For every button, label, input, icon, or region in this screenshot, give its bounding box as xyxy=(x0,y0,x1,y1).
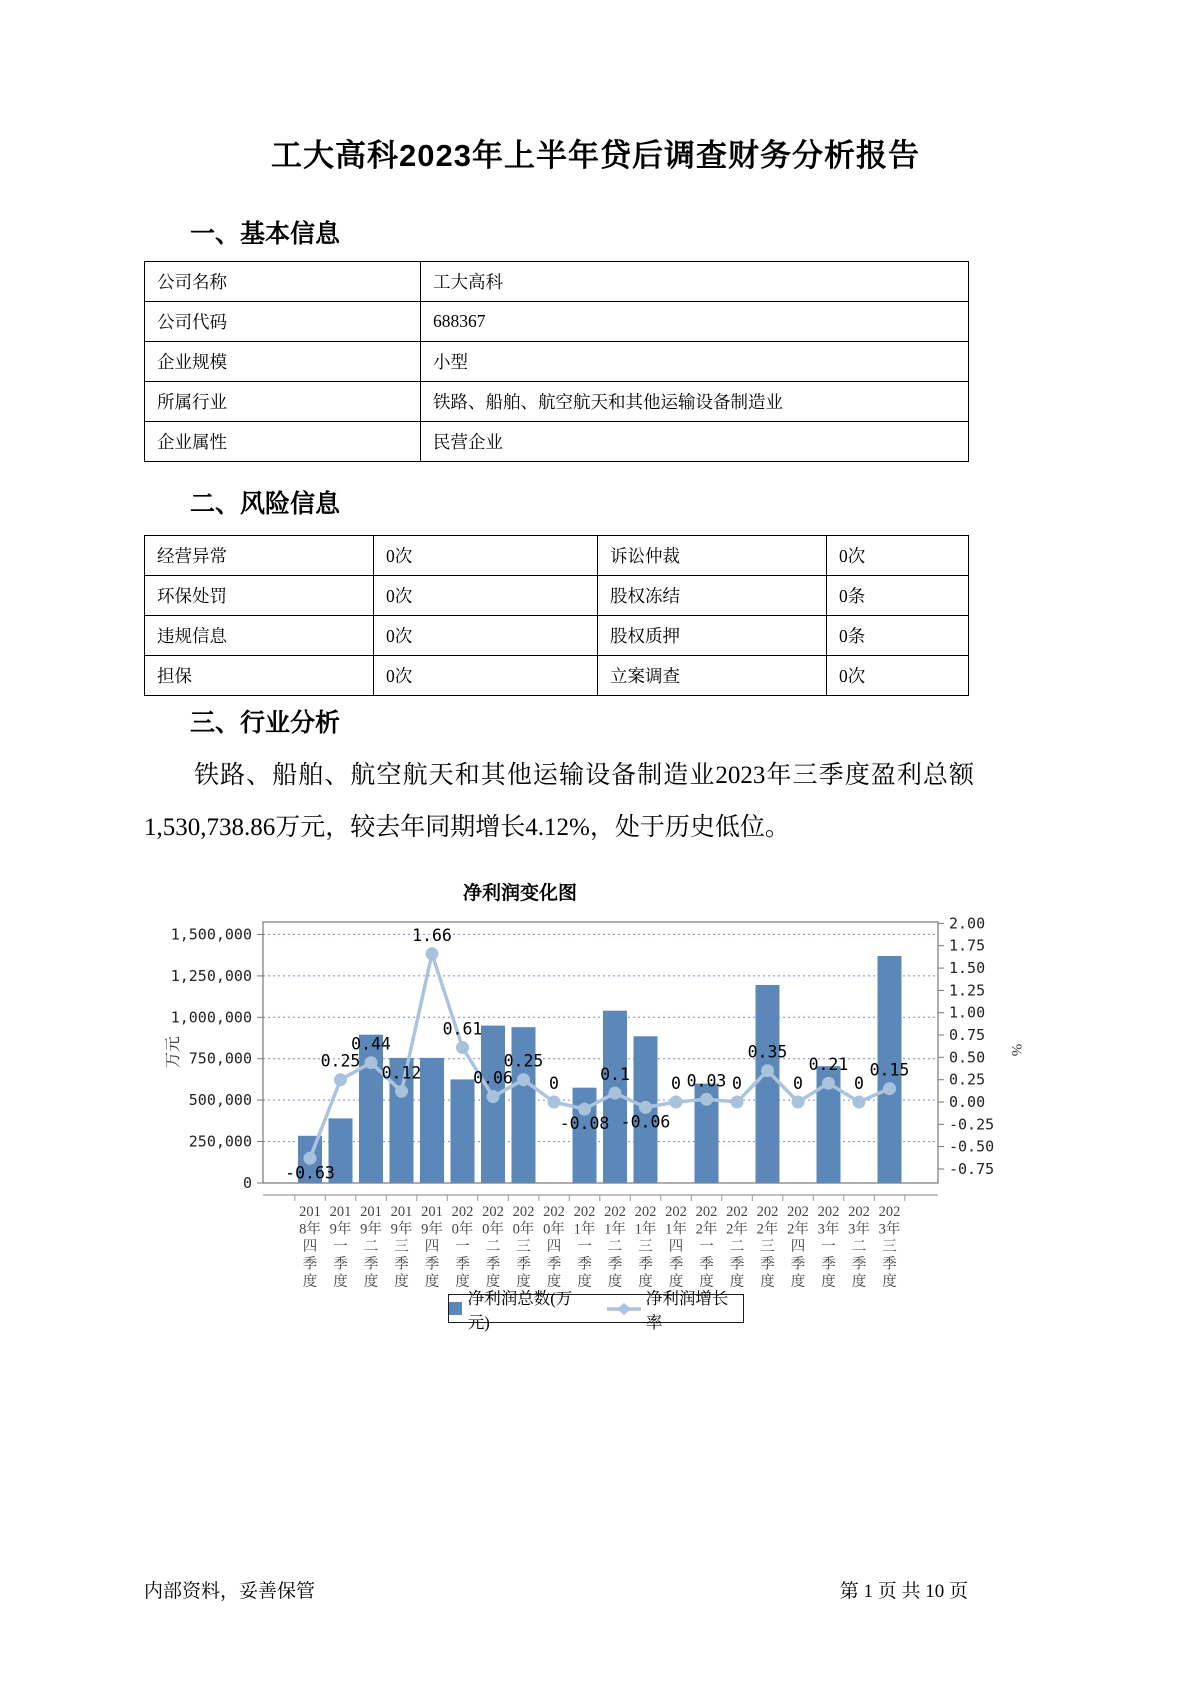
svg-text:202: 202 xyxy=(451,1204,474,1220)
svg-text:三: 三 xyxy=(394,1239,409,1255)
svg-text:0.50: 0.50 xyxy=(949,1048,986,1067)
svg-text:季: 季 xyxy=(882,1256,897,1273)
svg-text:202: 202 xyxy=(756,1204,779,1220)
svg-text:度: 度 xyxy=(424,1274,440,1290)
table-cell: 0次 xyxy=(827,536,969,576)
svg-text:2年: 2年 xyxy=(756,1221,779,1238)
svg-text:季: 季 xyxy=(607,1256,623,1273)
svg-text:0: 0 xyxy=(549,1074,559,1093)
svg-text:1年: 1年 xyxy=(665,1221,687,1238)
table-cell: 工大高科 xyxy=(421,262,969,302)
chart-title: 净利润变化图 xyxy=(462,883,577,904)
svg-text:201: 201 xyxy=(360,1204,382,1220)
svg-text:1.25: 1.25 xyxy=(949,981,986,1000)
svg-text:二: 二 xyxy=(729,1239,745,1255)
svg-text:一: 一 xyxy=(455,1239,470,1255)
svg-text:202: 202 xyxy=(726,1204,748,1220)
svg-text:202: 202 xyxy=(878,1204,901,1220)
svg-text:1年: 1年 xyxy=(634,1221,657,1238)
svg-text:季: 季 xyxy=(760,1256,775,1273)
svg-text:度: 度 xyxy=(851,1274,867,1290)
svg-text:度: 度 xyxy=(485,1274,501,1290)
svg-text:季: 季 xyxy=(333,1256,348,1273)
svg-text:0年: 0年 xyxy=(543,1221,565,1238)
svg-text:度: 度 xyxy=(882,1274,897,1290)
svg-text:0: 0 xyxy=(732,1074,742,1093)
svg-text:季: 季 xyxy=(851,1256,867,1273)
table-cell: 所属行业 xyxy=(145,382,421,422)
svg-text:季: 季 xyxy=(668,1256,684,1273)
svg-text:度: 度 xyxy=(699,1274,714,1290)
svg-text:季: 季 xyxy=(638,1256,653,1273)
svg-text:202: 202 xyxy=(482,1204,504,1220)
svg-text:三: 三 xyxy=(638,1239,653,1255)
svg-text:9年: 9年 xyxy=(421,1221,443,1238)
svg-text:一: 一 xyxy=(699,1239,714,1255)
svg-text:四: 四 xyxy=(668,1239,684,1255)
svg-text:0.1: 0.1 xyxy=(600,1065,630,1085)
svg-text:季: 季 xyxy=(546,1256,562,1273)
table-cell: 企业规模 xyxy=(145,342,421,382)
svg-text:季: 季 xyxy=(485,1256,501,1273)
svg-text:1,250,000: 1,250,000 xyxy=(170,966,252,985)
svg-text:201: 201 xyxy=(299,1204,321,1220)
svg-text:1.66: 1.66 xyxy=(412,925,452,945)
line-series-marker-icon xyxy=(606,1302,641,1316)
svg-text:500,000: 500,000 xyxy=(188,1091,252,1110)
section-heading-basic-info: 一、基本信息 xyxy=(190,220,341,248)
svg-text:202: 202 xyxy=(634,1204,657,1220)
table-cell: 违规信息 xyxy=(145,616,374,656)
basic-info-table-body xyxy=(145,262,969,462)
table-cell: 0条 xyxy=(827,576,969,616)
net-profit-chart xyxy=(140,850,1040,1330)
svg-text:0.44: 0.44 xyxy=(351,1034,391,1054)
svg-text:201: 201 xyxy=(421,1204,443,1220)
svg-text:0.61: 0.61 xyxy=(442,1019,483,1039)
svg-text:季: 季 xyxy=(302,1256,318,1273)
svg-text:四: 四 xyxy=(790,1239,806,1255)
svg-text:3年: 3年 xyxy=(817,1221,840,1238)
table-cell: 立案调查 xyxy=(598,656,827,696)
svg-text:三: 三 xyxy=(760,1239,775,1255)
svg-text:202: 202 xyxy=(665,1204,687,1220)
svg-text:二: 二 xyxy=(607,1239,623,1255)
svg-text:季: 季 xyxy=(424,1256,440,1273)
table-cell: 0次 xyxy=(374,616,598,656)
table-cell: 0次 xyxy=(374,536,598,576)
svg-text:四: 四 xyxy=(302,1239,318,1255)
table-cell: 公司代码 xyxy=(145,302,421,342)
svg-text:二: 二 xyxy=(485,1239,501,1255)
legend-bar-label: 净利润总数(万元) xyxy=(467,1288,573,1332)
svg-text:度: 度 xyxy=(455,1274,470,1290)
chart-legend xyxy=(448,1288,744,1332)
svg-text:2.00: 2.00 xyxy=(949,914,986,933)
svg-text:三: 三 xyxy=(882,1239,897,1255)
svg-text:0: 0 xyxy=(854,1074,864,1093)
svg-text:0.03: 0.03 xyxy=(686,1071,727,1091)
svg-text:度: 度 xyxy=(546,1274,562,1290)
svg-text:度: 度 xyxy=(729,1274,745,1290)
svg-text:-0.08: -0.08 xyxy=(559,1114,610,1134)
svg-text:度: 度 xyxy=(577,1274,592,1290)
svg-text:四: 四 xyxy=(424,1239,440,1255)
svg-text:度: 度 xyxy=(821,1274,836,1290)
table-cell: 铁路、船舶、航空航天和其他运输设备制造业 xyxy=(421,382,969,422)
svg-text:季: 季 xyxy=(790,1256,806,1273)
svg-text:750,000: 750,000 xyxy=(188,1049,252,1068)
table-cell: 0次 xyxy=(827,656,969,696)
svg-text:-0.63: -0.63 xyxy=(285,1163,335,1183)
table-cell: 股权质押 xyxy=(598,616,827,656)
svg-text:0.00: 0.00 xyxy=(949,1093,986,1111)
svg-text:度: 度 xyxy=(394,1274,409,1290)
svg-text:万元: 万元 xyxy=(165,1035,182,1069)
table-cell: 经营异常 xyxy=(145,536,374,576)
svg-text:季: 季 xyxy=(729,1256,745,1273)
svg-text:季: 季 xyxy=(821,1256,836,1273)
svg-text:1.00: 1.00 xyxy=(949,1003,986,1022)
svg-text:201: 201 xyxy=(390,1204,413,1220)
table-cell: 股权冻结 xyxy=(598,576,827,616)
svg-text:250,000: 250,000 xyxy=(188,1132,252,1151)
svg-text:季: 季 xyxy=(516,1256,531,1273)
svg-text:二: 二 xyxy=(851,1239,867,1255)
svg-text:季: 季 xyxy=(394,1256,409,1273)
svg-text:度: 度 xyxy=(790,1274,806,1290)
svg-text:季: 季 xyxy=(455,1256,470,1273)
svg-text:202: 202 xyxy=(817,1204,840,1220)
svg-text:0.12: 0.12 xyxy=(381,1063,422,1083)
svg-text:202: 202 xyxy=(848,1204,870,1220)
svg-text:度: 度 xyxy=(638,1274,653,1290)
svg-text:9年: 9年 xyxy=(360,1221,382,1238)
svg-text:度: 度 xyxy=(516,1274,531,1290)
table-row xyxy=(145,576,969,616)
svg-text:2年: 2年 xyxy=(695,1221,718,1238)
table-cell: 0次 xyxy=(374,576,598,616)
table-cell: 小型 xyxy=(421,342,969,382)
svg-text:8年: 8年 xyxy=(299,1221,321,1238)
svg-text:度: 度 xyxy=(760,1274,775,1290)
table-cell: 环保处罚 xyxy=(145,576,374,616)
table-cell: 公司名称 xyxy=(145,262,421,302)
table-cell: 0次 xyxy=(374,656,598,696)
basic-info-table xyxy=(144,261,969,462)
svg-text:季: 季 xyxy=(577,1256,592,1273)
svg-text:三: 三 xyxy=(516,1239,531,1255)
svg-text:0.06: 0.06 xyxy=(473,1068,513,1088)
svg-text:1,000,000: 1,000,000 xyxy=(170,1008,252,1027)
table-row xyxy=(145,536,969,576)
svg-text:0年: 0年 xyxy=(482,1221,504,1238)
svg-text:一: 一 xyxy=(821,1239,836,1255)
svg-text:季: 季 xyxy=(363,1256,379,1273)
risk-info-table xyxy=(144,535,969,696)
svg-text:202: 202 xyxy=(543,1204,565,1220)
svg-text:度: 度 xyxy=(363,1274,379,1290)
svg-text:2年: 2年 xyxy=(787,1221,809,1238)
svg-text:202: 202 xyxy=(573,1204,596,1220)
industry-analysis-paragraph: 铁路、船舶、航空航天和其他运输设备制造业2023年三季度盈利总额1,530,738.86万元，较去年同期增长4.12%，处于历史低位。 xyxy=(144,762,974,841)
svg-text:0: 0 xyxy=(671,1074,681,1093)
svg-text:一: 一 xyxy=(577,1239,592,1255)
svg-text:0.15: 0.15 xyxy=(869,1060,910,1080)
svg-text:0.35: 0.35 xyxy=(747,1042,788,1062)
table-row xyxy=(145,382,969,422)
table-cell: 民营企业 xyxy=(421,422,969,462)
svg-text:0年: 0年 xyxy=(512,1221,535,1238)
svg-text:9年: 9年 xyxy=(329,1221,352,1238)
svg-text:度: 度 xyxy=(333,1274,348,1290)
svg-text:-0.75: -0.75 xyxy=(949,1160,995,1178)
bar-series-swatch-icon xyxy=(449,1302,462,1315)
svg-text:季: 季 xyxy=(699,1256,714,1273)
svg-text:-0.50: -0.50 xyxy=(949,1137,995,1156)
svg-text:度: 度 xyxy=(607,1274,623,1290)
table-cell: 担保 xyxy=(145,656,374,696)
svg-text:3年: 3年 xyxy=(848,1221,870,1238)
svg-text:0.75: 0.75 xyxy=(949,1026,986,1044)
svg-text:1年: 1年 xyxy=(573,1221,596,1238)
table-row xyxy=(145,422,969,462)
page-title: 工大高科2023年上半年贷后调查财务分析报告 xyxy=(271,138,920,173)
table-row xyxy=(145,656,969,696)
legend-line-label: 净利润增长率 xyxy=(645,1288,729,1332)
svg-text:0: 0 xyxy=(793,1074,803,1093)
svg-text:1.75: 1.75 xyxy=(949,936,986,955)
svg-text:-0.25: -0.25 xyxy=(949,1115,995,1134)
table-cell: 诉讼仲裁 xyxy=(598,536,827,576)
svg-text:度: 度 xyxy=(302,1274,318,1290)
svg-text:202: 202 xyxy=(695,1204,718,1220)
svg-text:0.25: 0.25 xyxy=(320,1051,361,1071)
svg-text:0年: 0年 xyxy=(451,1221,474,1238)
legend-item-bar xyxy=(449,1285,592,1333)
table-row xyxy=(145,342,969,382)
svg-text:四: 四 xyxy=(546,1239,562,1255)
svg-text:度: 度 xyxy=(668,1274,684,1290)
svg-text:%: % xyxy=(1008,1043,1024,1057)
table-row xyxy=(145,616,969,656)
svg-text:1.50: 1.50 xyxy=(949,959,986,978)
svg-text:202: 202 xyxy=(787,1204,809,1220)
svg-text:一: 一 xyxy=(333,1239,348,1255)
legend-item-line xyxy=(606,1285,743,1333)
table-cell: 企业属性 xyxy=(145,422,421,462)
table-cell: 688367 xyxy=(421,302,969,342)
svg-text:0.25: 0.25 xyxy=(949,1070,986,1089)
svg-text:2年: 2年 xyxy=(726,1221,748,1238)
svg-text:二: 二 xyxy=(363,1239,379,1255)
footer-page-number: 第 1 页 共 10 页 xyxy=(839,1581,968,1602)
svg-text:3年: 3年 xyxy=(878,1221,901,1238)
table-row xyxy=(145,262,969,302)
svg-text:0.25: 0.25 xyxy=(503,1051,544,1071)
svg-text:9年: 9年 xyxy=(390,1221,413,1238)
table-row xyxy=(145,302,969,342)
svg-text:1,500,000: 1,500,000 xyxy=(170,925,252,944)
section-heading-risk-info: 二、风险信息 xyxy=(190,490,341,518)
svg-text:202: 202 xyxy=(604,1204,626,1220)
table-cell: 0条 xyxy=(827,616,969,656)
svg-text:1年: 1年 xyxy=(604,1221,626,1238)
svg-text:202: 202 xyxy=(512,1204,535,1220)
svg-text:201: 201 xyxy=(329,1204,352,1220)
svg-text:-0.06: -0.06 xyxy=(620,1112,671,1132)
section-heading-industry-analysis: 三、行业分析 xyxy=(190,709,341,737)
svg-text:0.21: 0.21 xyxy=(808,1055,849,1075)
svg-text:0: 0 xyxy=(242,1174,252,1192)
risk-info-table-body xyxy=(145,536,969,696)
footer-confidential-note: 内部资料，妥善保管 xyxy=(144,1581,316,1602)
